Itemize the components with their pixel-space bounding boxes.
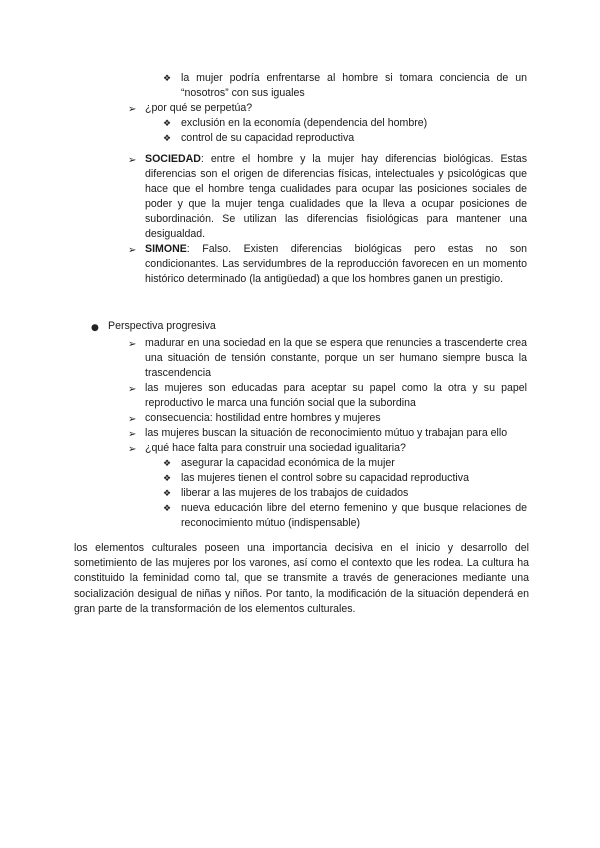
list-item-need-3: liberar a las mujeres de los trabajos de cuidados — [181, 487, 409, 499]
dot-bullet-icon: ● — [91, 323, 99, 333]
list-item-continued: la mujer podría enfrentarse al hombre si tomara conciencia de un “nosotros” con sus iguales — [181, 72, 527, 99]
list-item-sociedad — [145, 152, 527, 242]
simone-text: : Falso. Existen diferencias biológicas pero estas no son condicionantes. Las servidumbres de la reproducción favorecen en un momento histórico determinado (la antigüedad) a que los hombres ganen un prestigio. — [145, 243, 527, 285]
list-item-reason-1: exclusión en la economía (dependencia del hombre) — [181, 117, 428, 129]
arrow-bullet-icon: ➢ — [128, 429, 137, 440]
list-item-progresiva-5: ¿qué hace falta para construir una sociedad igualitaria? — [145, 442, 406, 454]
arrow-bullet-icon: ➢ — [128, 339, 137, 350]
conclusion-paragraph: los elementos culturales poseen una importancia decisiva en el inicio y desarrollo del sometimiento de las mujeres por los varones, así como el contexto que les rodea. La cultura ha constituido la feminidad como tal, que se transmite a través de generaciones mediante una socialización desigual de niñas y niños. Por tanto, la modificación de la situación dependerá en gran parte de la transformación de los elementos culturales. — [74, 542, 529, 615]
list-item-need-1: asegurar la capacidad económica de la mujer — [181, 457, 395, 469]
arrow-bullet-icon: ➢ — [128, 444, 137, 455]
list-item-progresiva-2: las mujeres son educadas para aceptar su papel como la otra y su papel reproductivo le marca una función social que la subordina — [145, 382, 527, 409]
diamond-bullet-icon: ❖ — [163, 119, 172, 129]
list-item-progresiva-4: las mujeres buscan la situación de reconocimiento mútuo y trabajan para ello — [145, 427, 508, 439]
diamond-bullet-icon: ❖ — [163, 474, 172, 484]
section-heading-progresiva: Perspectiva progresiva — [108, 320, 216, 332]
arrow-bullet-icon: ➢ — [128, 414, 137, 425]
list-item-need-4: nueva educación libre del eterno femenino y que busque relaciones de reconocimiento mútuo (indispensable) — [181, 502, 527, 529]
arrow-bullet-icon: ➢ — [128, 104, 137, 115]
diamond-bullet-icon: ❖ — [163, 74, 172, 84]
diamond-bullet-icon: ❖ — [163, 459, 172, 469]
sociedad-label: SOCIEDAD — [145, 153, 201, 165]
list-item-reason-2: control de su capacidad reproductiva — [181, 132, 355, 144]
arrow-bullet-icon: ➢ — [128, 245, 137, 256]
diamond-bullet-icon: ❖ — [163, 504, 172, 514]
simone-label: SIMONE — [145, 243, 187, 255]
list-item-simone — [145, 242, 527, 287]
list-item-progresiva-3: consecuencia: hostilidad entre hombres y mujeres — [145, 412, 381, 424]
list-item-why: ¿por qué se perpetúa? — [145, 102, 253, 114]
list-item-need-2: las mujeres tienen el control sobre su capacidad reproductiva — [181, 472, 469, 484]
arrow-bullet-icon: ➢ — [128, 155, 137, 166]
list-item-progresiva-1: madurar en una sociedad en la que se espera que renuncies a trascenderte crea una situación de tensión constante, porque un ser humano siempre busca la trascendencia — [145, 337, 527, 379]
sociedad-text: : entre el hombre y la mujer hay diferencias biológicas. Estas diferencias son el origen de diferencias físicas, intelectuales y psicológicas que hace que el hombre tenga cualidades para ocupar las posiciones sociales de poder y que la mujer tenga cualidades que la lleva a ocupar posiciones de subordinación. Se utilizan las diferencias fisiológicas para mantener una desigualdad. — [145, 153, 527, 240]
diamond-bullet-icon: ❖ — [163, 134, 172, 144]
arrow-bullet-icon: ➢ — [128, 384, 137, 395]
diamond-bullet-icon: ❖ — [163, 489, 172, 499]
